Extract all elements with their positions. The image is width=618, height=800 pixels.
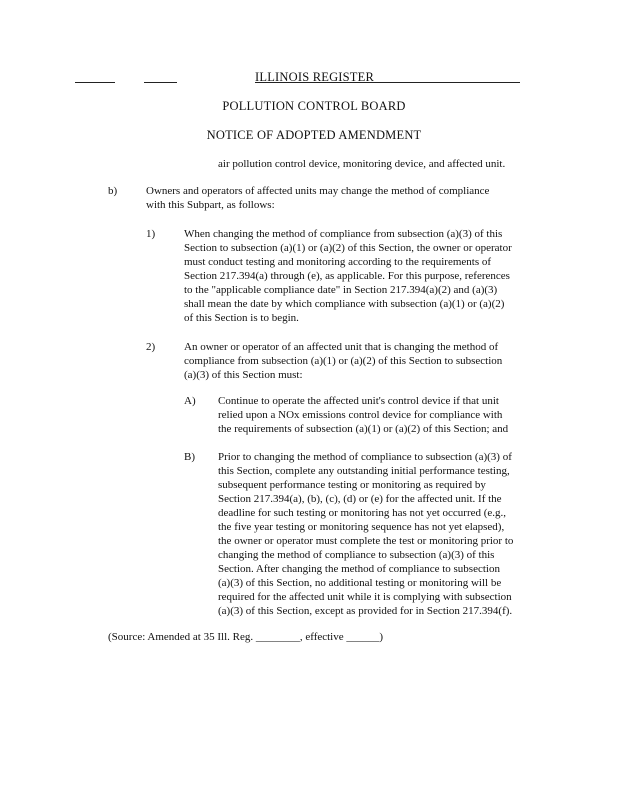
item-2-text: [184, 340, 502, 382]
item-1-line: Section to subsection (a)(1) or (a)(2) of this Section, the owner or operator: [184, 242, 512, 254]
item-2-line: compliance from subsection (a)(1) or (a)(2) of this Section to subsection: [184, 355, 503, 367]
item-2-label: 2): [146, 341, 156, 353]
item-b-label: B): [184, 451, 195, 463]
item-b-text: [218, 450, 513, 618]
item-2-line: (a)(3) of this Section must:: [184, 369, 303, 381]
notice-title: NOTICE OF ADOPTED AMENDMENT: [206, 128, 422, 142]
item-b-line: deadline for such testing or monitoring has not yet occurred (e.g.,: [218, 507, 507, 519]
item-b-line: Prior to changing the method of compliance to subsection (a)(3) of: [218, 451, 512, 463]
section-b-line: Owners and operators of affected units may change the method of compliance: [146, 185, 490, 197]
carryover-line: air pollution control device, monitoring device, and affected unit.: [218, 158, 506, 170]
item-1-label: 1): [146, 228, 156, 240]
item-b-line: subsequent performance testing or monitoring as required by: [218, 479, 486, 491]
item-b-line: (a)(3) of this Section, except as provided for in Section 217.394(f).: [218, 605, 513, 617]
board-title: POLLUTION CONTROL BOARD: [222, 99, 406, 113]
item-1-line: shall mean the date by which compliance with subsection (a)(1) or (a)(2): [184, 298, 505, 310]
section-b-label: b): [108, 185, 118, 197]
item-a-label: A): [184, 395, 196, 407]
item-a-line: Continue to operate the affected unit's control device if that unit: [218, 395, 499, 407]
item-b-line: required for the affected unit while it is complying with subsection: [218, 591, 512, 603]
section-b-text: [146, 184, 489, 212]
header-rule-2: [144, 82, 177, 83]
register-title: ILLINOIS REGISTER: [255, 70, 375, 84]
item-1-line: When changing the method of compliance from subsection (a)(3) of this: [184, 228, 503, 240]
header-rule-1: [75, 82, 115, 83]
item-2-line: An owner or operator of an affected unit that is changing the method of: [184, 341, 499, 353]
item-b-line: Section. After changing the method of compliance to subsection: [218, 563, 500, 575]
item-b-line: the owner or operator must complete the test or monitoring prior to: [218, 535, 514, 547]
section-b-line: with this Subpart, as follows:: [146, 199, 275, 211]
source-note: (Source: Amended at 35 Ill. Reg. ________, effective ______): [108, 631, 384, 643]
item-b-line: (a)(3) of this Section, no additional testing or monitoring will be: [218, 577, 502, 589]
item-a-text: [218, 394, 508, 436]
item-1-text: [184, 227, 512, 325]
item-1-line: of this Section is to begin.: [184, 312, 299, 324]
item-b-line: this Section, complete any outstanding initial performance testing,: [218, 465, 510, 477]
item-a-line: relied upon a NOx emissions control device for compliance with: [218, 409, 503, 421]
item-b-line: Section 217.394(a), (b), (c), (d) or (e) for the affected unit. If the: [218, 493, 502, 505]
item-b-line: changing the method of compliance to subsection (a)(3) of this: [218, 549, 495, 561]
item-a-line: the requirements of subsection (a)(1) or (a)(2) of this Section; and: [218, 423, 509, 435]
item-1-line: Section 217.394(a) through (e), as applicable. For this purpose, references: [184, 270, 510, 282]
item-1-line: to the "applicable compliance date" in Section 217.394(a)(2) and (a)(3): [184, 284, 498, 296]
item-1-line: must conduct testing and monitoring according to the requirements of: [184, 256, 492, 268]
item-b-line: the five year testing or monitoring sequence has not yet elapsed),: [218, 521, 505, 533]
